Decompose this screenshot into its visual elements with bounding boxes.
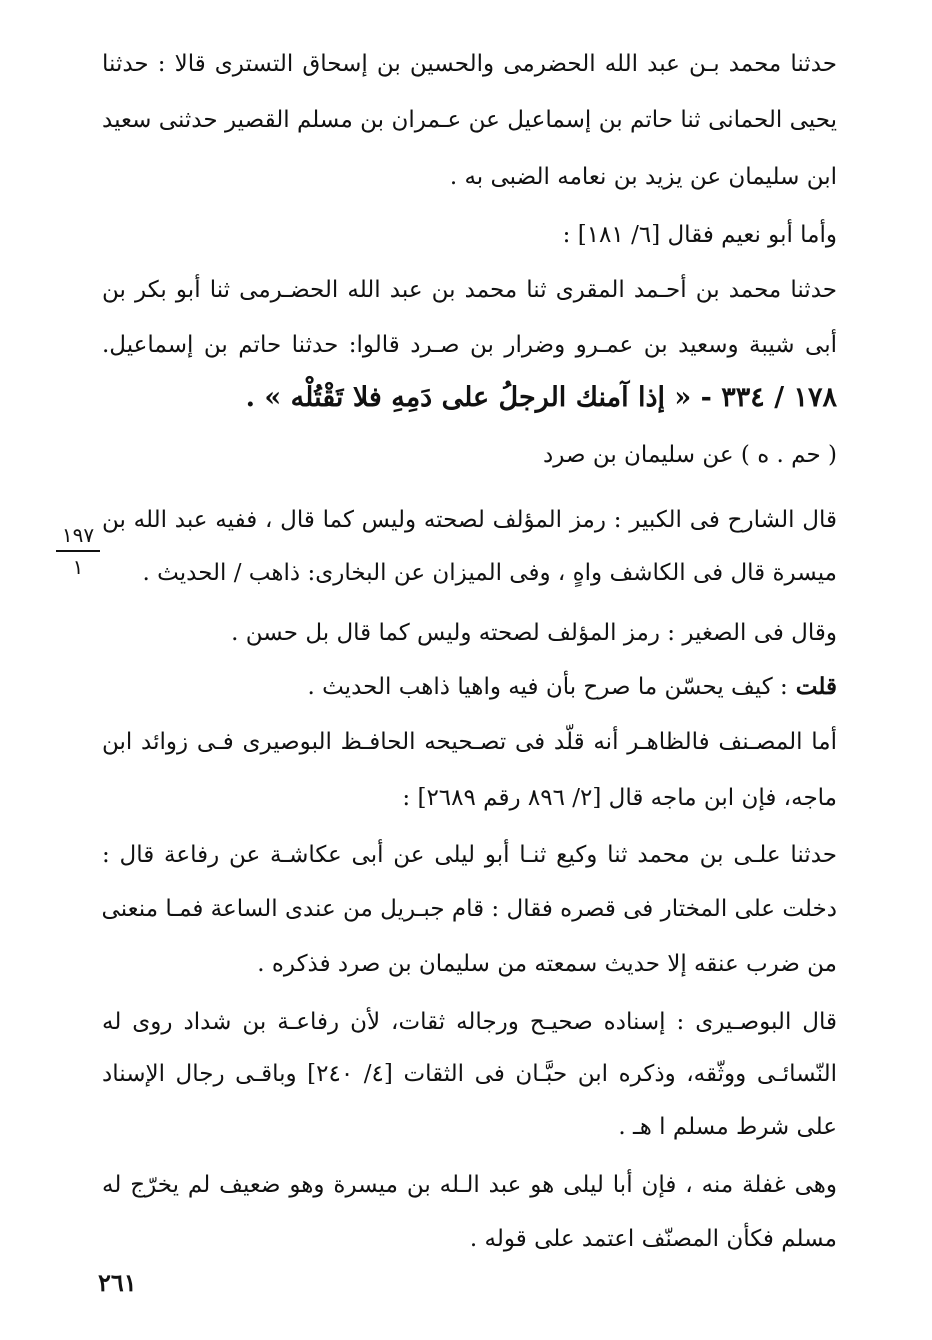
- qult-line: [102, 667, 837, 707]
- text-line: وقال فى الصغير : رمز المؤلف لصحته وليس كما قال بل حسن .: [231, 620, 837, 646]
- text-line: مسلم فكأن المصنّف اعتمد على قوله .: [469, 1226, 837, 1252]
- text-line: أما المصـنف فالظاهـر أنه قلّد فى تصـحيحه الحافـظ البوصيرى فـى زوائد ابن: [102, 729, 837, 755]
- text-line: أبى شيبة وسعيد بن عمـرو وضرار بن صـرد قالوا: حدثنا حاتم بن إسماعيل.: [102, 332, 837, 358]
- text-line: يحيى الحمانى ثنا حاتم بن إسماعيل عن عـمران بن مسلم القصير حدثنى سعيد: [102, 107, 837, 133]
- marginal-volume: ١٩٧: [61, 523, 95, 547]
- text-line: وأما أبو نعيم فقال [٦/ ١٨١] :: [562, 222, 837, 248]
- text-line: ابن سليمان عن يزيد بن نعامه الضبى به .: [449, 164, 837, 190]
- text-line: قال البوصـيرى : إسناده صحيـح ورجاله ثقات، لأن رفاعـة بن شداد روى له: [102, 1009, 837, 1035]
- text-line: ماجه، فإن ابن ماجه قال [٢/ ٨٩٦ رقم ٢٦٨٩] :: [402, 785, 837, 811]
- hadith-heading: ١٧٨ / ٣٣٤ - « إذا آمنك الرجلُ على دَمِهِ فلا تَقْتُلْه » .: [245, 382, 837, 413]
- qult-text: : كيف يحسّن ما صرح بأن فيه واهيا ذاهب الحديث .: [307, 674, 788, 700]
- text-line: قال الشارح فى الكبير : رمز المؤلف لصحته وليس كما قال ، ففيه عبد الله بن: [102, 507, 837, 533]
- text-line: وهى غفلة منه ، فإن أبا ليلى هو عبد الـله بن ميسرة وهو ضعيف لم يخرّج له: [102, 1172, 837, 1198]
- text-line: ميسرة قال فى الكاشف واهٍ ، وفى الميزان عن البخارى: ذاهب / الحديث .: [142, 560, 837, 586]
- marginal-part: ١: [72, 555, 84, 579]
- hadith-source: ( حم . ه ) عن سليمان بن صرد: [543, 442, 837, 468]
- marginal-reference: [52, 522, 104, 580]
- page-number: ٢٦١: [98, 1268, 137, 1297]
- text-line: حدثنا علـى بن محمد ثنا وكيع ثنـا أبو ليلى عن أبى عكاشـة عن رفاعة قال :: [102, 842, 837, 868]
- qult-label: قلت: [795, 673, 837, 700]
- text-line: حدثنا محمد بـن عبد الله الحضرمى والحسين بن إسحاق التسترى قالا : حدثنا: [102, 51, 837, 77]
- marginal-rule: [56, 550, 100, 552]
- text-line: من ضرب عنقه إلا حديث سمعته من سليمان بن صرد فذكره .: [257, 951, 837, 977]
- text-line: على شرط مسلم ا هـ .: [618, 1114, 837, 1140]
- text-line: دخلت على المختار فى قصره فقال : قام جبـريل من عندى الساعة فمـا منعنى: [101, 896, 837, 922]
- text-line: النّسائـى ووثّقه، وذكره ابن حبَّـان فى الثقات [٤/ ٢٤٠] وباقـى رجال الإسناد: [102, 1061, 838, 1087]
- text-line: حدثنا محمد بن أحـمد المقرى ثنا محمد بن عبد الله الحضـرمى ثنا أبو بكر بن: [102, 277, 837, 303]
